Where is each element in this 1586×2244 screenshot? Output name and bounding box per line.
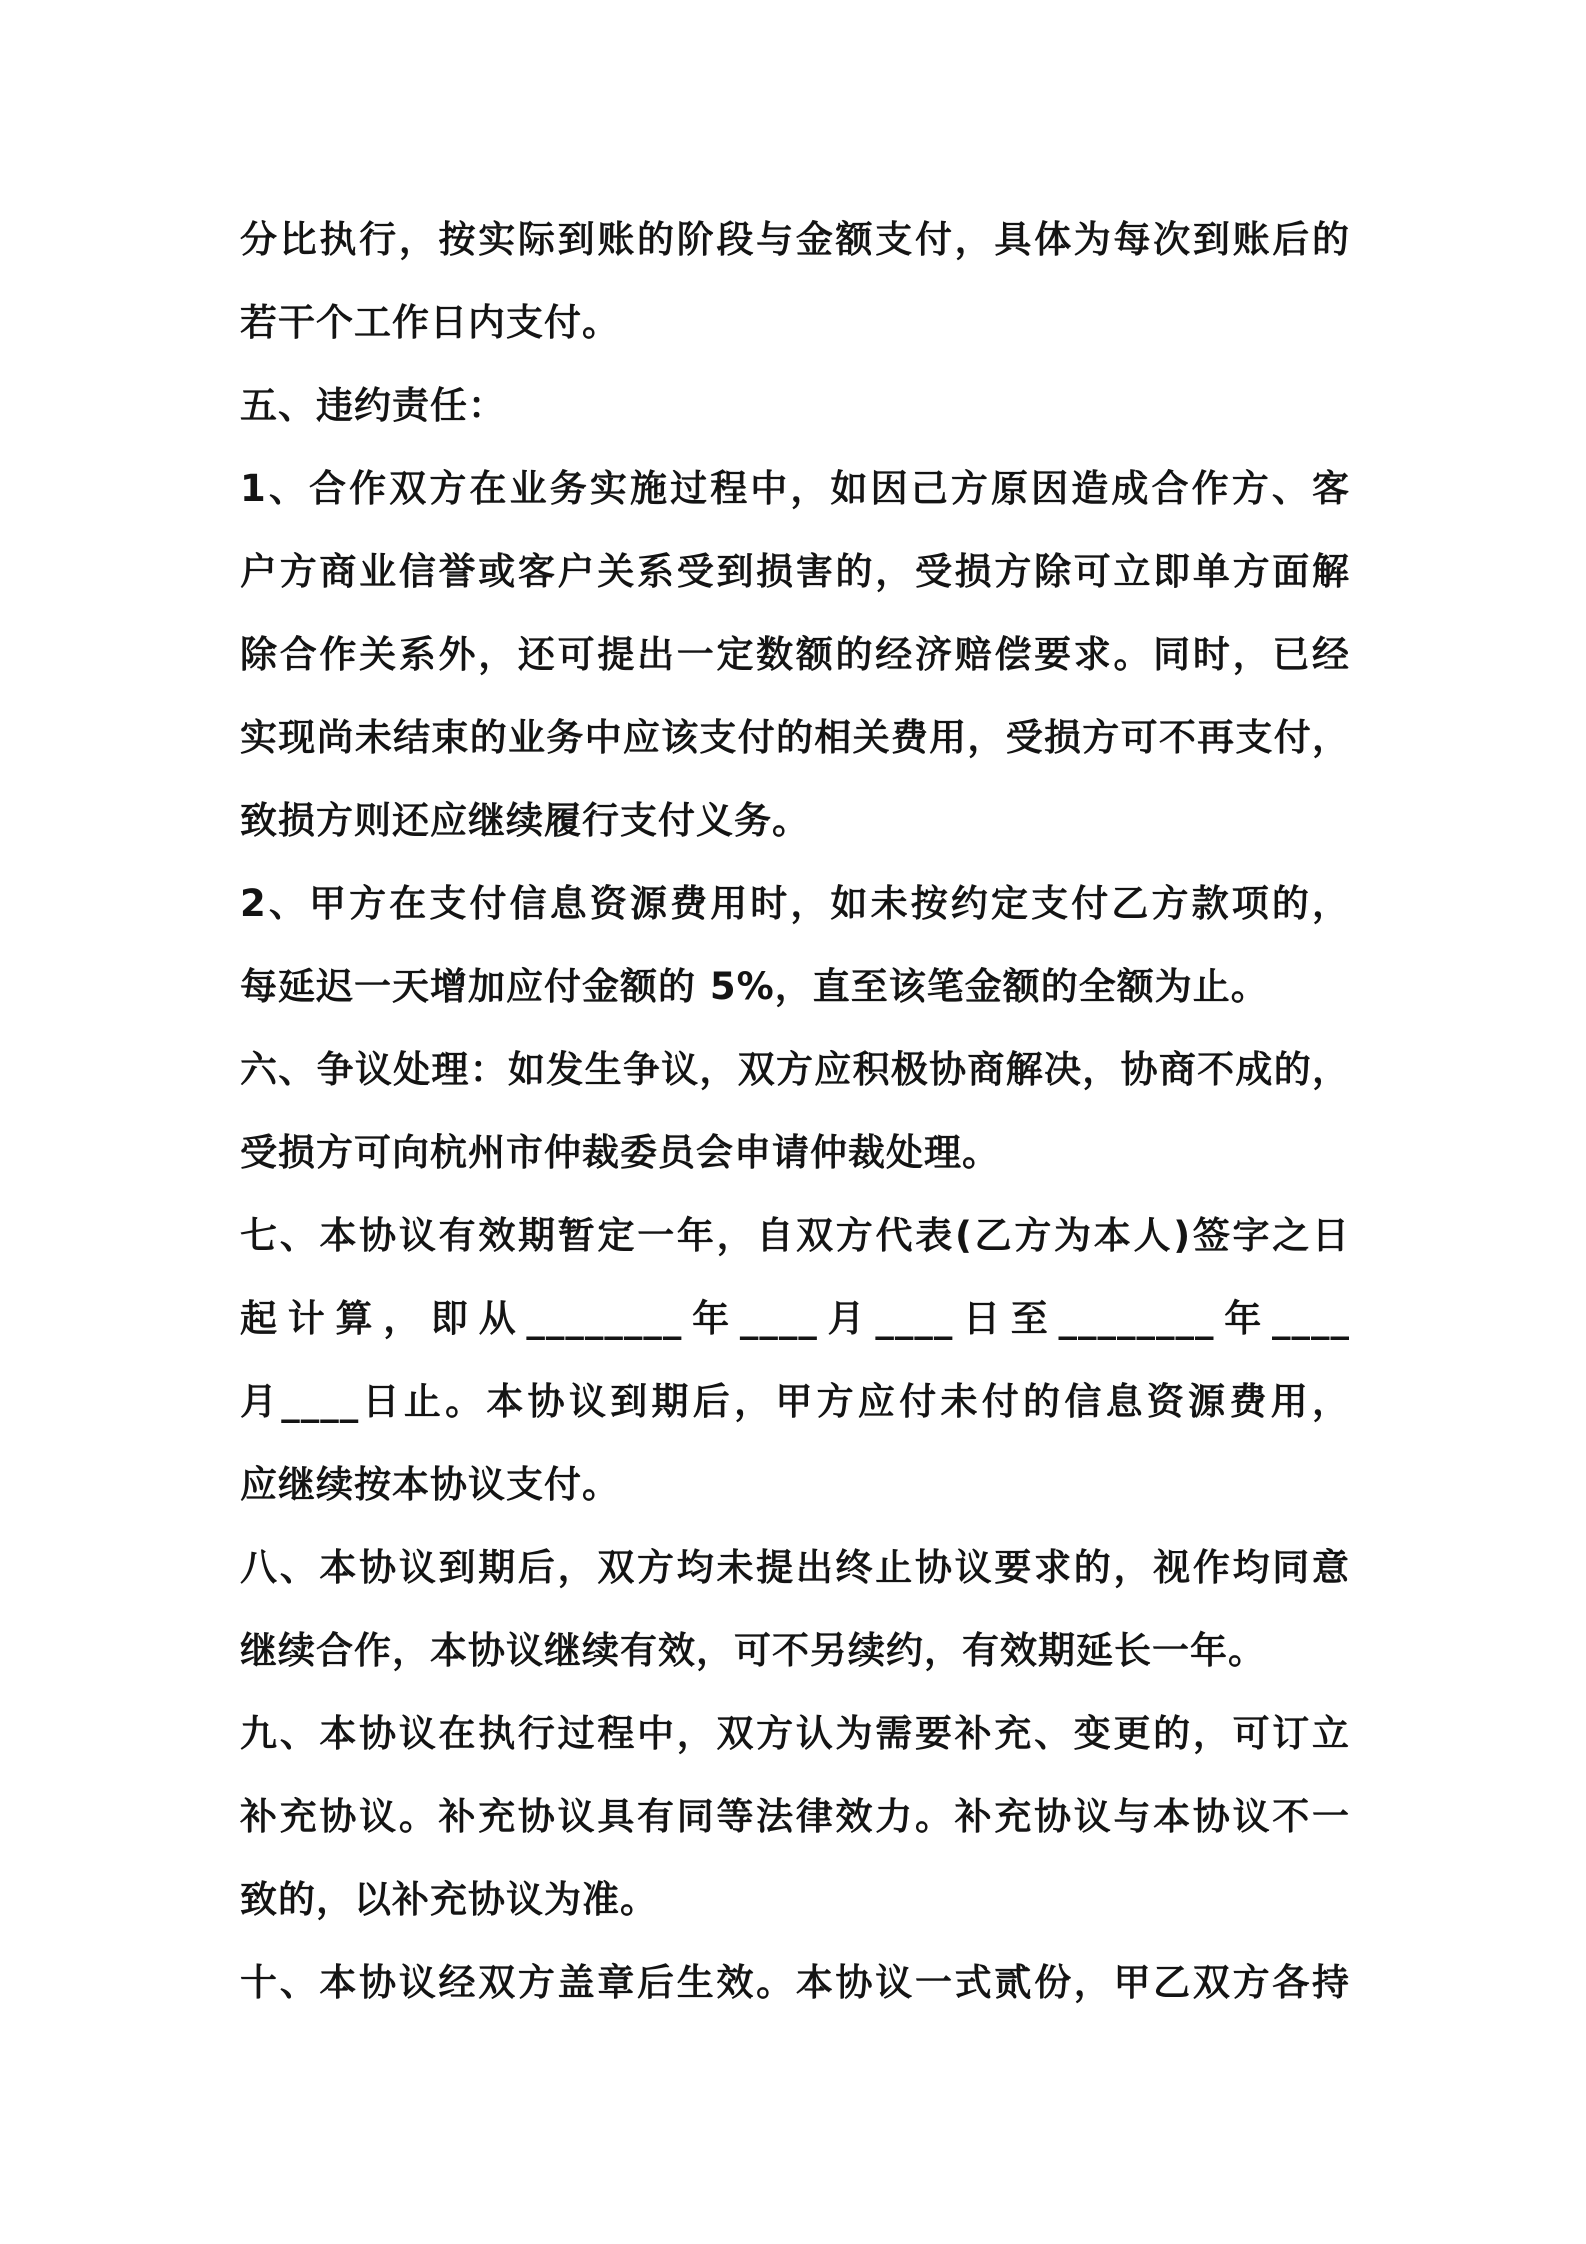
date-fill-line: 月____日止。本协议到期后，甲方应付未付的信息资源费用，	[240, 1380, 1350, 1423]
text-line: 户方商业信誉或客户关系受到损害的，受损方除可立即单方面解	[240, 550, 1350, 593]
text-line: 致的，以补充协议为准。	[240, 1878, 658, 1921]
text-line: 七、本协议有效期暂定一年，自双方代表(乙方为本人)签字之日	[240, 1214, 1350, 1257]
section-heading: 五、违约责任：	[240, 384, 506, 427]
text-line: 致损方则还应继续履行支付义务。	[240, 799, 810, 842]
document-body	[240, 198, 1350, 2024]
text-line: 分比执行，按实际到账的阶段与金额支付，具体为每次到账后的	[240, 218, 1350, 261]
text-line: 2、甲方在支付信息资源费用时，如未按约定支付乙方款项的，	[240, 882, 1350, 925]
text-line: 补充协议。补充协议具有同等法律效力。补充协议与本协议不一	[240, 1795, 1350, 1838]
text-line: 除合作关系外，还可提出一定数额的经济赔偿要求。同时，已经	[240, 633, 1350, 676]
text-line: 1、合作双方在业务实施过程中，如因己方原因造成合作方、客	[240, 467, 1350, 510]
text-line: 六、争议处理：如发生争议，双方应积极协商解决，协商不成的，	[240, 1048, 1350, 1091]
date-fill-line: 起计算，即从________年____月____日至________年____	[240, 1297, 1350, 1340]
text-line: 继续合作，本协议继续有效，可不另续约，有效期延长一年。	[240, 1629, 1266, 1672]
text-line: 八、本协议到期后，双方均未提出终止协议要求的，视作均同意	[240, 1546, 1350, 1589]
text-line: 若干个工作日内支付。	[240, 301, 620, 344]
text-line: 应继续按本协议支付。	[240, 1463, 620, 1506]
text-line: 九、本协议在执行过程中，双方认为需要补充、变更的，可订立	[240, 1712, 1350, 1755]
text-line: 十、本协议经双方盖章后生效。本协议一式贰份，甲乙双方各持	[240, 1961, 1350, 2004]
text-line: 实现尚未结束的业务中应该支付的相关费用，受损方可不再支付，	[240, 716, 1350, 759]
text-line: 受损方可向杭州市仲裁委员会申请仲裁处理。	[240, 1131, 1000, 1174]
text-line: 每延迟一天增加应付金额的 5%，直至该笔金额的全额为止。	[240, 965, 1269, 1008]
